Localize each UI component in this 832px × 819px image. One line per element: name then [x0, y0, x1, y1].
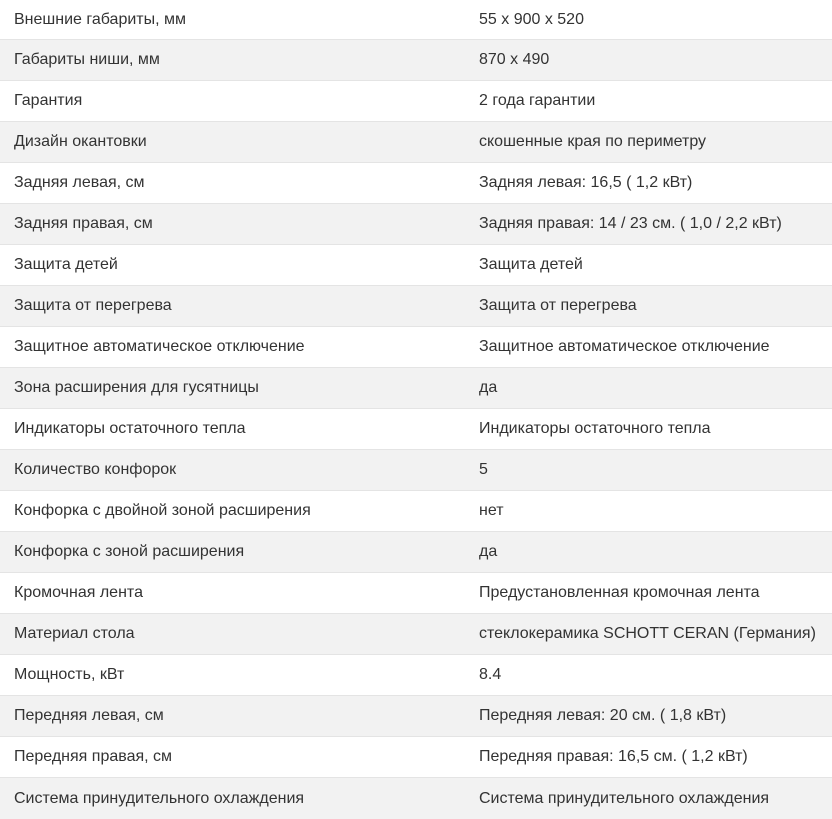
spec-value: Система принудительного охлаждения	[479, 789, 770, 807]
spec-label: Передняя правая, см	[14, 748, 173, 765]
spec-row	[0, 737, 832, 778]
spec-label: Защитное автоматическое отключение	[14, 338, 305, 355]
spec-value: Передняя левая: 20 см. ( 1,8 кВт)	[479, 707, 727, 724]
spec-value: стеклокерамика SCHOTT CERAN (Германия)	[479, 625, 816, 642]
spec-value: 5	[479, 461, 488, 478]
spec-label: Мощность, кВт	[14, 666, 125, 683]
spec-label: Материал стола	[14, 625, 135, 642]
spec-row	[0, 655, 832, 696]
spec-label: Кромочная лента	[14, 584, 143, 601]
spec-row	[0, 696, 832, 737]
spec-row	[0, 286, 832, 327]
spec-label: Дизайн окантовки	[14, 133, 147, 150]
spec-value: 2 года гарантии	[479, 92, 596, 109]
spec-row	[0, 778, 832, 819]
spec-row	[0, 614, 832, 655]
spec-row	[0, 368, 832, 409]
spec-value: Задняя правая: 14 / 23 см. ( 1,0 / 2,2 кВт)	[479, 215, 782, 232]
spec-label: Количество конфорок	[14, 461, 177, 478]
spec-value: скошенные края по периметру	[479, 133, 707, 150]
spec-value: 870 x 490	[479, 51, 550, 68]
spec-value: Задняя левая: 16,5 ( 1,2 кВт)	[479, 174, 693, 191]
spec-label: Задняя правая, см	[14, 215, 153, 232]
spec-row	[0, 573, 832, 614]
spec-row	[0, 532, 832, 573]
spec-value: да	[479, 379, 498, 396]
spec-label: Передняя левая, см	[14, 707, 164, 724]
spec-value: 8.4	[479, 666, 502, 683]
spec-label: Защита детей	[14, 256, 118, 273]
spec-row	[0, 81, 832, 122]
spec-row	[0, 204, 832, 245]
spec-row	[0, 491, 832, 532]
spec-value: да	[479, 543, 498, 560]
spec-label: Зона расширения для гусятницы	[14, 379, 259, 396]
spec-label: Защита от перегрева	[14, 297, 172, 314]
spec-row	[0, 40, 832, 81]
spec-label: Габариты ниши, мм	[14, 51, 160, 68]
spec-label: Конфорка с зоной расширения	[14, 543, 245, 560]
spec-value: 55 x 900 x 520	[479, 10, 584, 28]
spec-row	[0, 122, 832, 163]
spec-value: Передняя правая: 16,5 см. ( 1,2 кВт)	[479, 748, 748, 765]
spec-label: Внешние габариты, мм	[14, 10, 186, 28]
spec-value: Защита от перегрева	[479, 297, 637, 314]
spec-row	[0, 450, 832, 491]
spec-label: Система принудительного охлаждения	[14, 789, 305, 807]
spec-row	[0, 163, 832, 204]
spec-row	[0, 409, 832, 450]
spec-label: Индикаторы остаточного тепла	[14, 420, 246, 437]
spec-row	[0, 0, 832, 40]
spec-value: Защитное автоматическое отключение	[479, 338, 770, 355]
spec-value: нет	[479, 502, 504, 519]
spec-label: Конфорка с двойной зоной расширения	[14, 502, 311, 519]
spec-row	[0, 245, 832, 286]
spec-value: Индикаторы остаточного тепла	[479, 420, 711, 437]
spec-row	[0, 327, 832, 368]
spec-value: Предустановленная кромочная лента	[479, 584, 760, 601]
spec-label: Задняя левая, см	[14, 174, 145, 191]
spec-value: Защита детей	[479, 256, 583, 273]
spec-label: Гарантия	[14, 92, 83, 109]
